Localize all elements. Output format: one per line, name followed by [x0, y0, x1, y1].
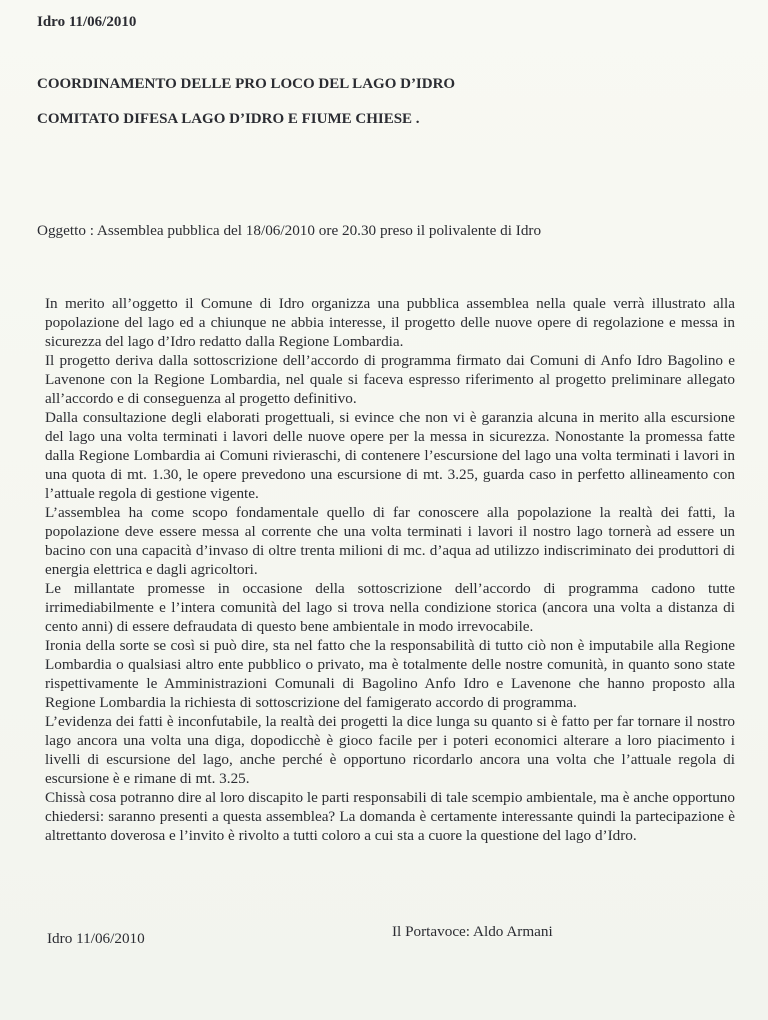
letter-body: [45, 294, 735, 845]
paragraph-5: Le millantate promesse in occasione della sottoscrizione dell’accordo di programma cadono tutte irrimediabilmente e l’intera comunità del lago si trova nella condizione storica (ancora una volta a distanza di cento anni) di essere defraudata di questo bene ambientale in modo irrevocabile.: [45, 580, 735, 635]
footer-date: Idro 11/06/2010: [47, 930, 145, 947]
spokesperson-label: Il Portavoce:: [392, 923, 471, 940]
paragraph-6: Ironia della sorte se così si può dire, sta nel fatto che la responsabilità di tutto ciò non è imputabile alla Regione Lombardia o qualsiasi altro ente pubblico o privato, ma è totalmente delle nostre comunità, in quanto sono state rispettivamente le Amministrazioni Comunali di Bagolino Anfo Idro e Lavenone che hanno proposto alla Regione Lombardia la richiesta di sottoscrizione del famigerato accordo di programma.: [45, 637, 735, 711]
subject-text: Assemblea pubblica del 18/06/2010 ore 20.30 preso il polivalente di Idro: [96, 222, 542, 239]
title-comitato: COMITATO DIFESA LAGO D’IDRO E FIUME CHIESE .: [37, 111, 420, 127]
paragraph-1: In merito all’oggetto il Comune di Idro organizza una pubblica assemblea nella quale verrà illustrato alla popolazione del lago ed a chiunque ne abbia interesse, il progetto delle nuove opere di regolazione e messa in sicurezza del lago d’Idro redatto dalla Regione Lombardia.: [45, 295, 735, 350]
header-date: Idro 11/06/2010: [37, 14, 137, 30]
title-coordinamento: COORDINAMENTO DELLE PRO LOCO DEL LAGO D’IDRO: [37, 76, 456, 92]
subject-label: Oggetto :: [37, 222, 94, 239]
paragraph-3: Dalla consultazione degli elaborati progettuali, si evince che non vi è garanzia alcuna in merito alla escursione del lago una volta terminati i lavori delle nuove opere per la messa in sicurezza. Nonostante la promessa fatte dalla Regione Lombardia ai Comuni rivieraschi, di contenere l’escursione del lago una volta terminati i lavori in una quota di mt. 1.30, le opere prevedono una escursione di mt. 3.25, guarda caso in perfetto allineamento con l’attuale regola di gestione vigente.: [45, 409, 735, 502]
paragraph-2: Il progetto deriva dalla sottoscrizione dell’accordo di programma firmato dai Comuni di Anfo Idro Bagolino e Lavenone con la Regione Lombardia, nel quale si faceva espresso riferimento al progetto preliminare allegato all’accordo e di conseguenza al progetto definitivo.: [45, 352, 735, 407]
paragraph-8: Chissà cosa potranno dire al loro discapito le parti responsabili di tale scempio ambientale, ma è anche opportuno chiedersi: saranno presenti a questa assemblea? La domanda è certamente interessante quindi la partecipazione è altrettanto doverosa e l’invito è rivolto a tutti coloro a cui sta a cuore la questione del lago d’Idro.: [45, 789, 735, 844]
paragraph-7: L’evidenza dei fatti è inconfutabile, la realtà dei progetti la dice lunga su quanto si è fatto per far tornare il nostro lago ancora una volta una diga, dopodicchè è gioco facile per i poteri economici alterare a loro piacimento i livelli di escursione del lago, anche perché è opportuno ricordarlo ancora una volta che l’attuale regola di escursione è e rimane di mt. 3.25.: [45, 713, 735, 787]
paragraph-4: L’assemblea ha come scopo fondamentale quello di far conoscere alla popolazione la realtà dei fatti, la popolazione deve essere messa al corrente che una volta terminati i lavori il nostro lago tornerà ad essere un bacino con una capacità d’invaso di oltre trenta milioni di mc. d’aqua ad utilizzo indiscriminato dei produttori di energia elettrica e dagli agricoltori.: [45, 504, 735, 578]
spokesperson-signature: [392, 923, 553, 941]
spokesperson-name: Aldo Armani: [473, 923, 553, 940]
subject-line: [37, 222, 541, 240]
